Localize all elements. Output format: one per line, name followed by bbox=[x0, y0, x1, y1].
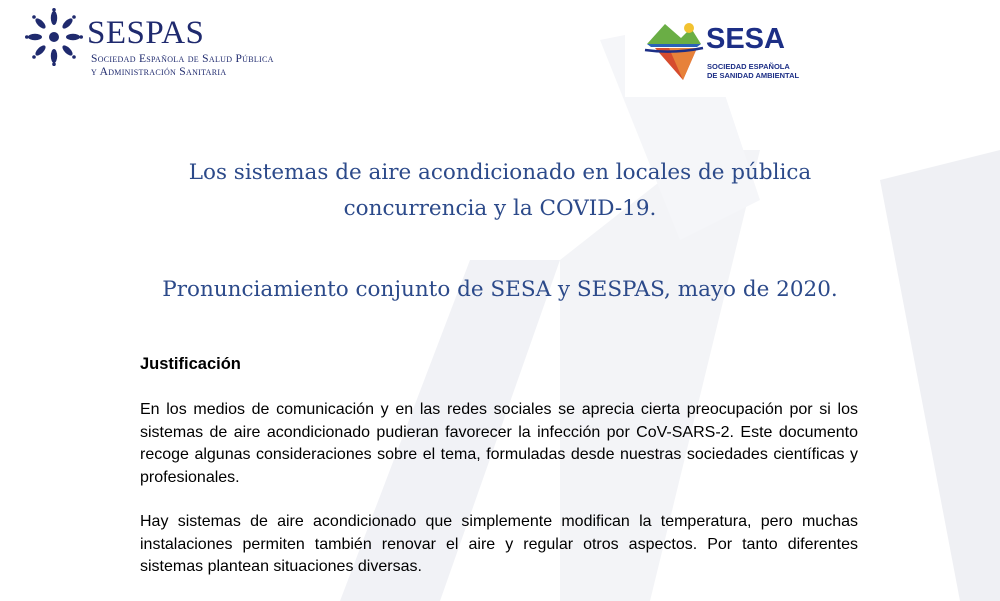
sesa-subtitle-line2: DE SANIDAD AMBIENTAL bbox=[707, 71, 800, 80]
document-title-line1: Los sistemas de aire acondicionado en locales de pública bbox=[188, 160, 812, 185]
paragraph-2: Hay sistemas de aire acondicionado que simplemente modifican la temperatura, pero muchas instalaciones permiten también renovar el aire y regular otros aspectos. Por tanto diferentes sistemas plantean situaciones diversas. bbox=[140, 513, 858, 575]
sespas-subtitle-line2: y Administración Sanitaria bbox=[91, 66, 227, 78]
sesa-emblem-icon bbox=[643, 18, 705, 80]
sesa-subtitle-line1: SOCIEDAD ESPAÑOLA bbox=[707, 62, 790, 71]
document-subtitle: Pronunciamiento conjunto de SESA y SESPAS, mayo de 2020. bbox=[162, 277, 838, 302]
paragraph-1: En los medios de comunicación y en las redes sociales se aprecia cierta preocupación por si los sistemas de aire acondicionado pudieran favorecer la infección por CoV-SARS-2. Este documento recoge algunas consideraciones sobre el tema, formuladas desde nuestras sociedades científicas y profesionales. bbox=[140, 401, 858, 486]
sespas-logo-subtitle bbox=[91, 53, 274, 79]
sesa-logo bbox=[625, 0, 815, 97]
document-title-line2: concurrencia y la COVID-19. bbox=[343, 196, 657, 221]
sesa-logo-name: SESA bbox=[706, 23, 785, 55]
document-title bbox=[100, 155, 900, 227]
sespas-emblem-icon bbox=[25, 8, 83, 66]
sespas-logo-name: SESPAS bbox=[87, 15, 205, 51]
sesa-logo-subtitle bbox=[707, 62, 799, 80]
sespas-logo bbox=[25, 8, 365, 83]
sespas-subtitle-line1: Sociedad Española de Salud Pública bbox=[91, 53, 274, 65]
section-heading: Justificación bbox=[140, 355, 241, 373]
